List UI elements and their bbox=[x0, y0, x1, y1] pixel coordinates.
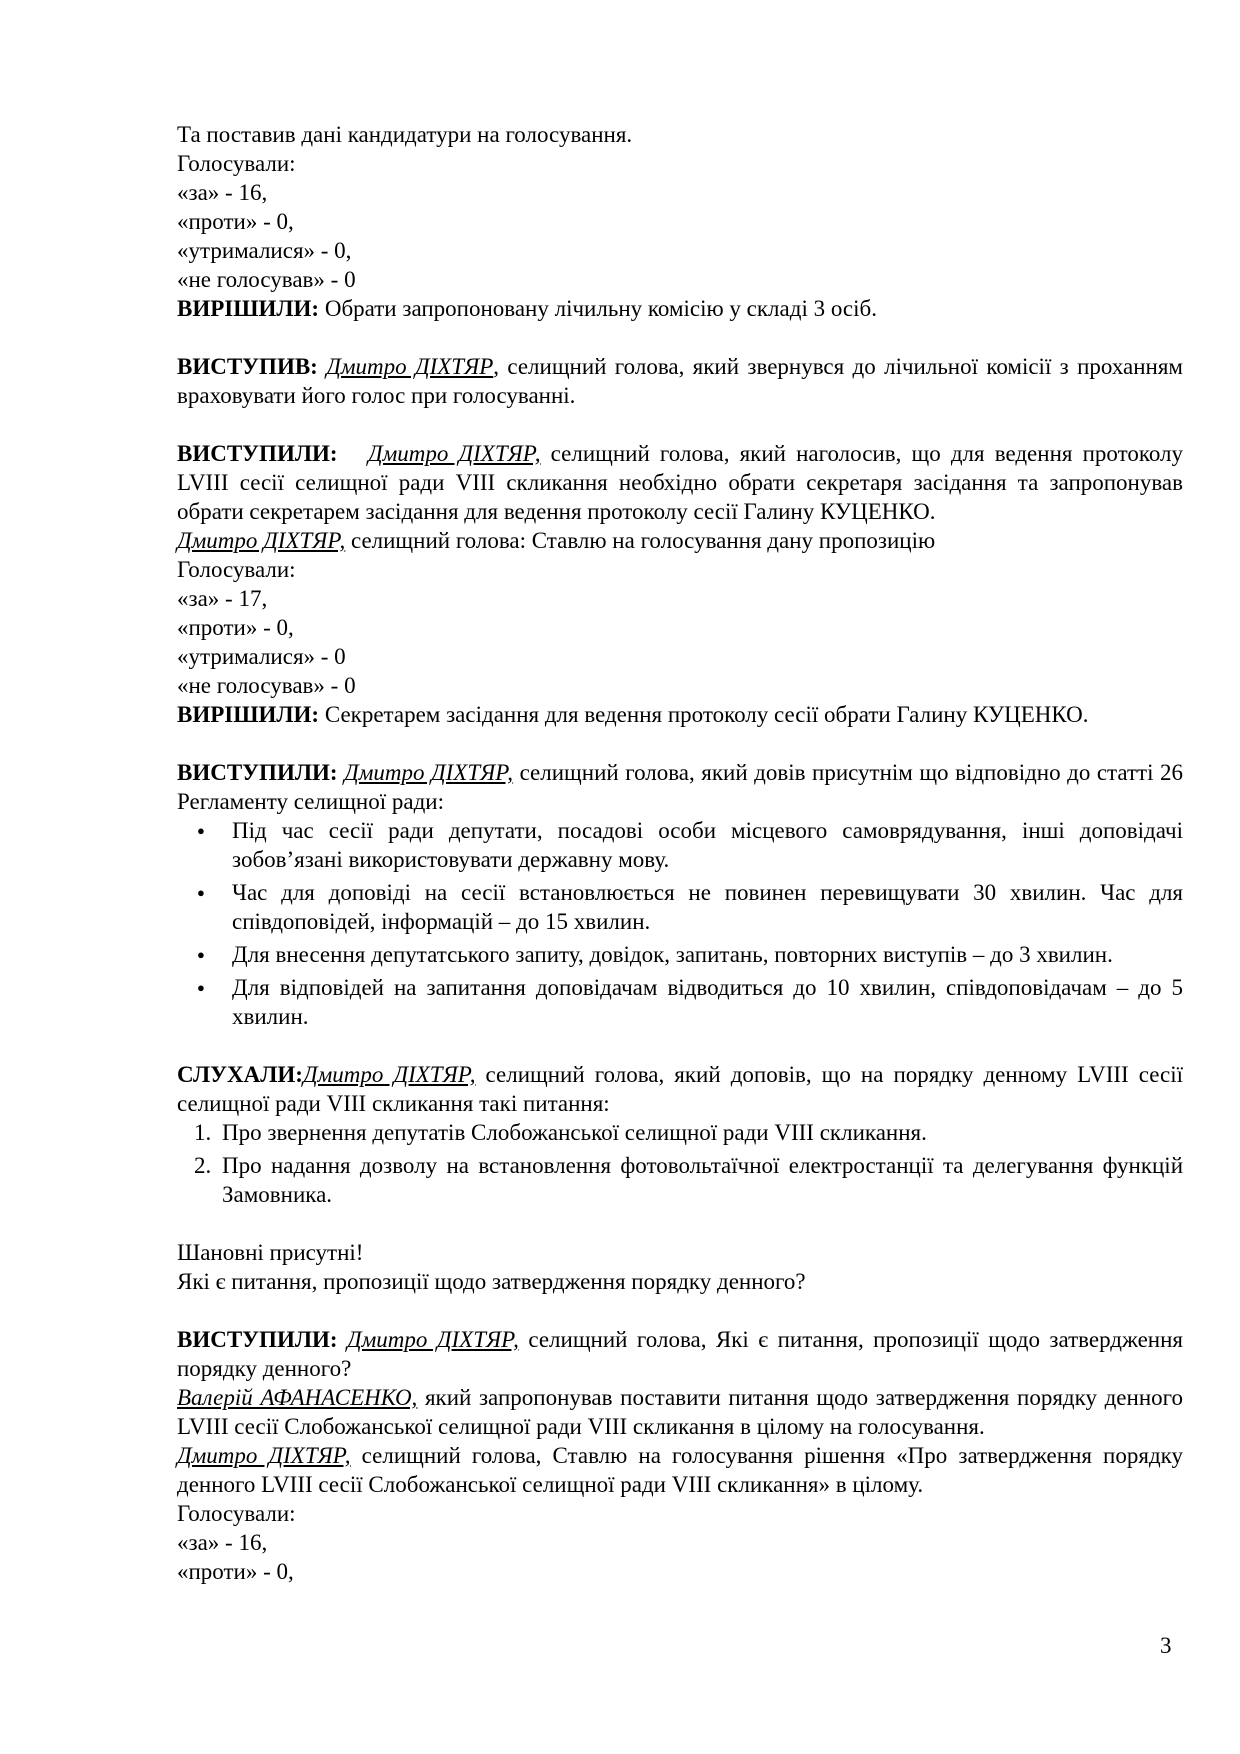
speech-paragraph-vote-call bbox=[177, 1441, 1183, 1499]
speech-label: СЛУХАЛИ: bbox=[177, 1062, 303, 1087]
speaker-name: Дмитро ДІХТЯР, bbox=[346, 1327, 519, 1352]
vote-against: «проти» - 0, bbox=[177, 615, 294, 640]
speech-paragraph bbox=[177, 439, 1183, 526]
agenda-item-number: 1. bbox=[194, 1120, 212, 1145]
speech-text: який запропонував поставити питання щодо затвердження порядку денного LVIII сесії Слобожанської селищної ради VIII скликання в цілому на голосування. bbox=[177, 1385, 1183, 1439]
speaker-name: Дмитро ДІХТЯР bbox=[326, 354, 494, 379]
agenda-item-text: Про надання дозволу на встановлення фотовольтаїчної електростанції та делегування функцій Замовника. bbox=[222, 1153, 1183, 1207]
speech-text: , селищний голова, який звернувся до лічильної комісії з проханням враховувати його голос при голосуванні. bbox=[177, 354, 1183, 408]
bullet-item: ● Час для доповіді на сесії встановлюється не повинен перевищувати 30 хвилин. Час для співдоповідей, інформацій – до 15 хвилин. bbox=[232, 878, 1183, 936]
address-block bbox=[177, 1238, 1183, 1296]
page-number: 3 bbox=[1160, 1633, 1172, 1658]
agenda-item bbox=[194, 1118, 1183, 1147]
agenda-item-number: 2. bbox=[194, 1153, 212, 1178]
speaker-name: Дмитро ДІХТЯР, bbox=[367, 441, 541, 466]
decision-line bbox=[177, 294, 1183, 323]
bullet-item: ● Для внесення депутатського запиту, довідок, запитань, повторних виступів – до 3 хвилин. bbox=[232, 940, 1183, 969]
document-page bbox=[177, 120, 1183, 1586]
vote-not-voted: «не голосував» - 0 bbox=[177, 673, 356, 698]
votes-heading: Голосували: bbox=[177, 1501, 296, 1526]
vote-abstained: «утрималися» - 0, bbox=[177, 238, 352, 263]
speech-paragraph bbox=[177, 1060, 1183, 1118]
speech-label: ВИСТУПИЛИ: bbox=[177, 760, 338, 785]
vote-for: «за» - 16, bbox=[177, 180, 268, 205]
speech-label: ВИСТУПИЛИ: bbox=[177, 1327, 338, 1352]
speaker-name: Дмитро ДІХТЯР, bbox=[177, 528, 346, 553]
greeting-line: Шановні присутні! bbox=[177, 1240, 364, 1265]
vote-for: «за» - 16, bbox=[177, 1530, 268, 1555]
speaker-name: Дмитро ДІХТЯР, bbox=[177, 1443, 351, 1468]
speaker-name: Валерій АФАНАСЕНКО, bbox=[177, 1385, 418, 1410]
speech-text: селищний голова, Які є питання, пропозиції щодо затвердження порядку денного? bbox=[177, 1327, 1183, 1381]
speech-paragraph bbox=[177, 1325, 1183, 1383]
agenda-list bbox=[177, 1118, 1183, 1209]
question-line: Які є питання, пропозиції щодо затвердження порядку денного? bbox=[177, 1269, 806, 1294]
votes-heading: Голосували: bbox=[177, 557, 296, 582]
agenda-item bbox=[194, 1151, 1183, 1209]
speaker-name: Дмитро ДІХТЯР, bbox=[302, 1062, 476, 1087]
speech-text: селищний голова, який довів присутнім що відповідно до статті 26 Регламенту селищної ради: bbox=[177, 760, 1184, 814]
agenda-item-text: Про звернення депутатів Слобожанської селищної ради VIII скликання. bbox=[222, 1120, 927, 1145]
speech-paragraph bbox=[177, 352, 1183, 410]
vote-against: «проти» - 0, bbox=[177, 1559, 294, 1584]
vote-abstained: «утрималися» - 0 bbox=[177, 644, 346, 669]
speaker-name: Дмитро ДІХТЯР, bbox=[344, 760, 514, 785]
speech-text: селищний голова, Ставлю на голосування рішення «Про затвердження порядку денного LVIII сесії Слобожанської селищної ради VIII скликання» в цілому. bbox=[177, 1443, 1183, 1497]
decision-line bbox=[177, 700, 1183, 729]
speech-paragraph-proposal bbox=[177, 1383, 1183, 1441]
decision-label: ВИРІШИЛИ: bbox=[177, 702, 320, 727]
speech-text: селищний голова, який наголосив, що для ведення протоколу LVIII сесії селищної ради VIII скликання необхідно обрати секретаря засідання та запропонував обрати секретарем засідання для ведення протоколу сесії Галину КУЦЕНКО. bbox=[177, 441, 1184, 524]
heard-block-agenda bbox=[177, 1060, 1183, 1209]
speech-block-secretary bbox=[177, 439, 1183, 729]
vote-not-voted: «не голосував» - 0 bbox=[177, 267, 356, 292]
speech-label: ВИСТУПИВ: bbox=[177, 354, 318, 379]
speech-paragraph-vote-call bbox=[177, 526, 1183, 555]
speech-label: ВИСТУПИЛИ: bbox=[177, 441, 338, 466]
speech-block-agenda-approval bbox=[177, 1325, 1183, 1586]
speech-block-vote-request bbox=[177, 352, 1183, 410]
vote-for: «за» - 17, bbox=[177, 586, 268, 611]
speech-text: селищний голова, який доповів, що на порядку денному LVIII сесії селищної ради VIII скликання такі питання: bbox=[177, 1062, 1183, 1116]
votes-heading: Голосували: bbox=[177, 151, 296, 176]
bullet-item: ● Під час сесії ради депутати, посадові особи місцевого самоврядування, інші доповідачі зобов’язані використовувати державну мову. bbox=[232, 816, 1183, 874]
intro-line: Та поставив дані кандидатури на голосування. bbox=[177, 122, 633, 147]
speech-block-regulations bbox=[177, 758, 1183, 1031]
decision-text: Обрати запропоновану лічильну комісію у складі 3 осіб. bbox=[319, 296, 877, 321]
decision-text: Секретарем засідання для ведення протоколу сесії обрати Галину КУЦЕНКО. bbox=[319, 702, 1089, 727]
speech-text: селищний голова: Ставлю на голосування дану пропозицію bbox=[345, 528, 936, 553]
bullet-item: ● Для відповідей на запитання доповідачам відводиться до 10 хвилин, співдоповідачам – до 5 хвилин. bbox=[232, 973, 1183, 1031]
speech-paragraph bbox=[177, 758, 1183, 816]
vote-block-counting-commission bbox=[177, 120, 1183, 323]
decision-label: ВИРІШИЛИ: bbox=[177, 296, 320, 321]
regulations-bullet-list bbox=[177, 816, 1183, 1031]
vote-against: «проти» - 0, bbox=[177, 209, 294, 234]
